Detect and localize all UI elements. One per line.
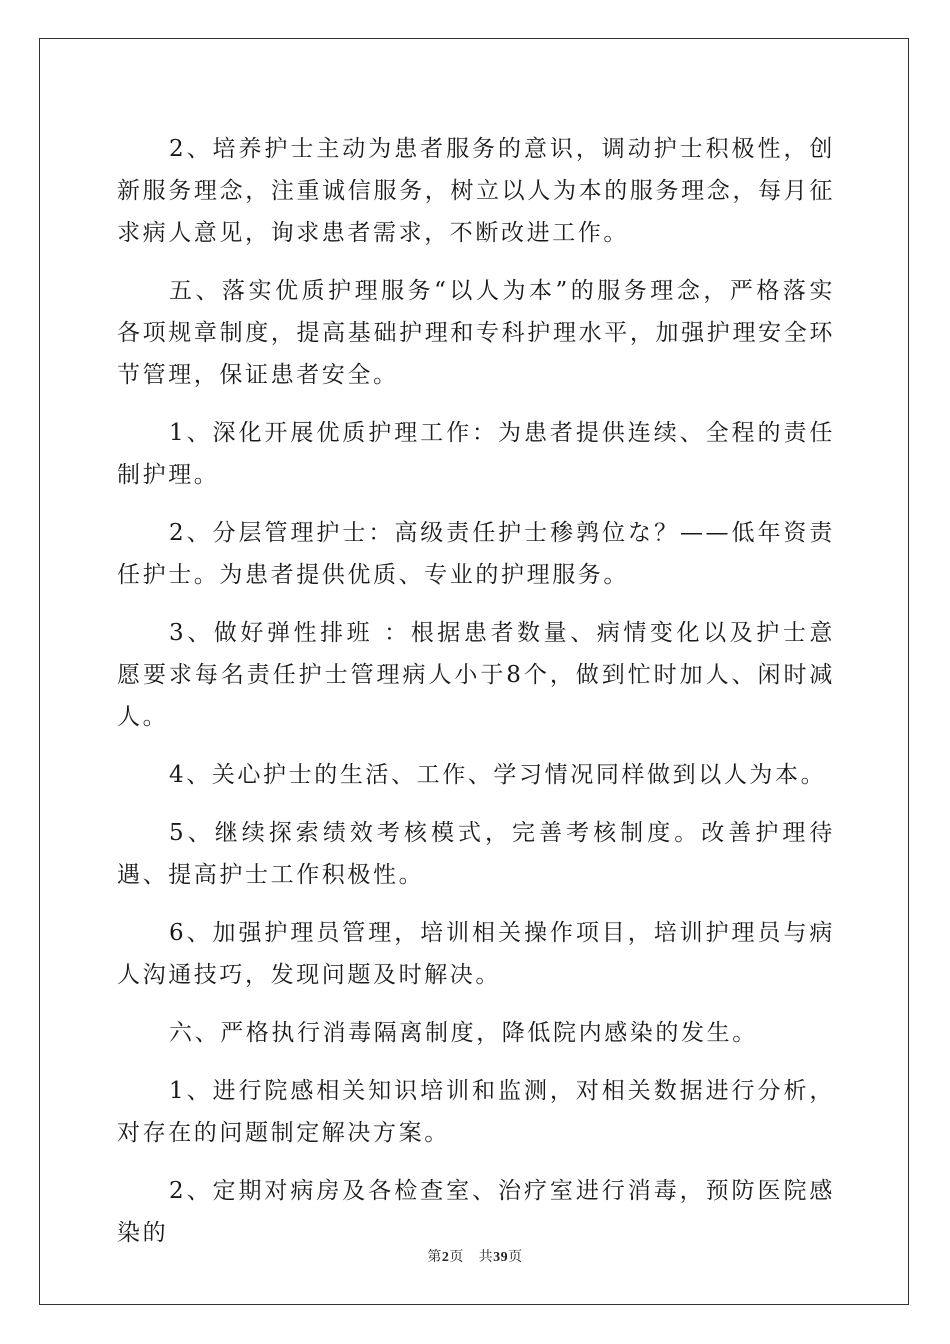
paragraph: 1、深化开展优质护理工作：为患者提供连续、全程的责任制护理。 xyxy=(117,420,835,488)
paragraph: 2、分层管理护士：高级责任护士䅟鹑位な？——低年资责任护士。为患者提供优质、专业的护理服务。 xyxy=(117,520,835,588)
total-prefix: 共 xyxy=(478,1249,494,1265)
paragraph: 五、落实优质护理服务“以人为本”的服务理念，严格落实各项规章制度，提高基础护理和专科护理水平，加强护理安全环节管理，保证患者安全。 xyxy=(117,278,835,388)
paragraph: 2、定期对病房及各检查室、治疗室进行消毒，预防医院感染的 xyxy=(117,1178,835,1246)
page-number: 2 xyxy=(441,1250,450,1265)
page-prefix: 第 xyxy=(427,1249,442,1265)
paragraph: 六、严格执行消毒隔离制度，降低院内感染的发生。 xyxy=(169,1020,758,1046)
paragraph: 4、关心护士的生活、工作、学习情况同样做到以人为本。 xyxy=(169,762,827,788)
paragraph: 6、加强护理员管理，培训相关操作项目，培训护理员与病人沟通技巧，发现问题及时解决。 xyxy=(117,920,835,988)
paragraph: 1、进行院感相关知识培训和监测，对相关数据进行分析，对存在的问题制定解决方案。 xyxy=(117,1078,835,1146)
paragraph: 5、继续探索绩效考核模式，完善考核制度。改善护理待遇、提高护士工作积极性。 xyxy=(117,820,835,888)
paragraph: 3、做好弹性排班 ：根据患者数量、病情变化以及护士意愿要求每名责任护士管理病人小于8个，做到忙时加人、闲时减人。 xyxy=(117,620,835,730)
total-suffix: 页 xyxy=(508,1249,523,1265)
page-suffix: 页 xyxy=(449,1249,464,1265)
paragraph: 2、培养护士主动为患者服务的意识，调动护士积极性，创新服务理念，注重诚信服务，树立以人为本的服务理念，每月征求病人意见，询求患者需求，不断改进工作。 xyxy=(117,136,835,246)
total-pages: 39 xyxy=(493,1250,509,1265)
page-footer xyxy=(0,1246,950,1266)
document-body xyxy=(117,128,835,1254)
